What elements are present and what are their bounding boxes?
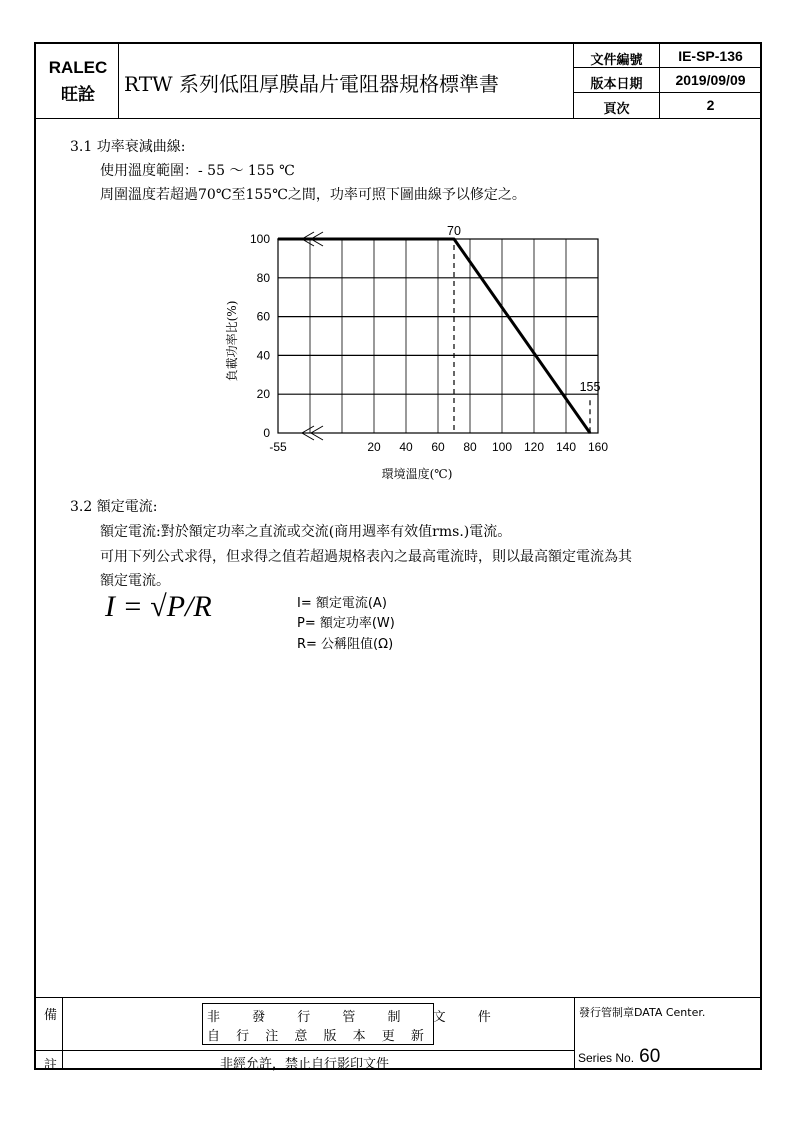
- footer-notice-divider: [35, 1050, 575, 1051]
- chart-x-tick-label: 140: [555, 440, 577, 454]
- header-divider: [35, 118, 761, 119]
- chart-x-tick-label: 60: [431, 440, 445, 454]
- footer-divider: [35, 997, 761, 998]
- page-label: 頁次: [603, 102, 630, 117]
- header-meta-row2: [573, 92, 761, 93]
- company-name-en: RALEC: [48, 58, 108, 77]
- chart-x-tick-label: 20: [367, 440, 381, 454]
- chart-y-tick-label: 40: [256, 348, 270, 363]
- formula-legend-power: P= 額定功率(W): [297, 616, 395, 631]
- issuance-control-stamp: 發行管制章DATA Center.: [579, 1006, 706, 1019]
- footer-right-divider: [574, 997, 575, 1069]
- chart-x-tick-label: -55: [269, 440, 287, 454]
- rated-current-definition: 額定電流:對於額定功率之直流或交流(商用週率有效值rms.)電流。: [100, 524, 512, 540]
- remarks-label-top: 備: [44, 1008, 58, 1023]
- copy-prohibited-notice: 非經允許，禁止自行影印文件: [220, 1057, 390, 1072]
- chart-annotation-label: 70: [447, 224, 461, 238]
- chart-data-point: [277, 238, 279, 240]
- rated-current-formula: I = √P/R: [105, 590, 212, 623]
- chart-y-tick-label: 0: [263, 426, 270, 440]
- formula-legend-current: I= 額定電流(A): [297, 596, 387, 611]
- series-number: [578, 1046, 660, 1068]
- series-value: 60: [639, 1046, 661, 1067]
- chart-y-tick-label: 20: [256, 387, 270, 402]
- page-number: 2: [706, 97, 715, 113]
- rated-current-note-end: 額定電流。: [100, 573, 170, 589]
- rated-current-note: 可用下列公式求得，但求得之值若超過規格表內之最高電流時，則以最高額定電流為其: [100, 549, 632, 565]
- chart-y-axis-label: 負載功率比(%): [225, 300, 239, 382]
- remarks-label-bottom: 註: [44, 1058, 58, 1073]
- chart-data-point: [453, 238, 455, 240]
- chart-x-tick-label: 40: [399, 440, 413, 454]
- chart-x-tick-label: 100: [491, 440, 513, 454]
- chart-annotation-label: 155: [579, 380, 601, 395]
- chart-y-tick-label: 80: [256, 270, 270, 285]
- document-title: RTW 系列低阻厚膜晶片電阻器規格標準書: [124, 72, 499, 96]
- company-name-zh: 旺詮: [61, 85, 95, 105]
- doc-no-value: IE-SP-136: [678, 48, 743, 64]
- derating-description: 周圍溫度若超過70℃至155℃之間，功率可照下圖曲線予以修定之。: [100, 187, 526, 203]
- header-logo-divider: [118, 43, 119, 118]
- formula-legend-resistance: R= 公稱阻值(Ω): [297, 637, 394, 652]
- chart-x-tick-label: 160: [587, 440, 609, 454]
- chart-y-tick-label: 100: [249, 232, 270, 246]
- version-date-label: 版本日期: [590, 77, 643, 92]
- section-3-2-heading: 3.2 額定電流:: [70, 499, 158, 515]
- version-date-value: 2019/09/09: [675, 72, 746, 88]
- non-controlled-document-text: 非 發 行 管 制 文 件: [207, 1010, 505, 1025]
- temperature-range-text: 使用溫度範圍：- 55 ～ 155 ℃: [100, 163, 295, 179]
- chart-x-tick-label: 120: [523, 440, 545, 454]
- chart-x-tick-label: 80: [463, 440, 477, 454]
- control-stamp-box: [202, 1003, 505, 1045]
- section-3-1-heading: 3.1 功率衰減曲線:: [70, 139, 186, 155]
- series-label: Series No.: [578, 1051, 635, 1065]
- version-update-notice: 自 行 注 意 版 本 更 新: [207, 1029, 430, 1044]
- doc-no-label: 文件編號: [590, 53, 643, 68]
- chart-x-axis-label: 環境溫度(℃): [381, 467, 453, 481]
- chart-y-tick-label: 60: [256, 309, 270, 324]
- power-derating-chart: [200, 215, 609, 495]
- footer-left-divider: [62, 997, 63, 1069]
